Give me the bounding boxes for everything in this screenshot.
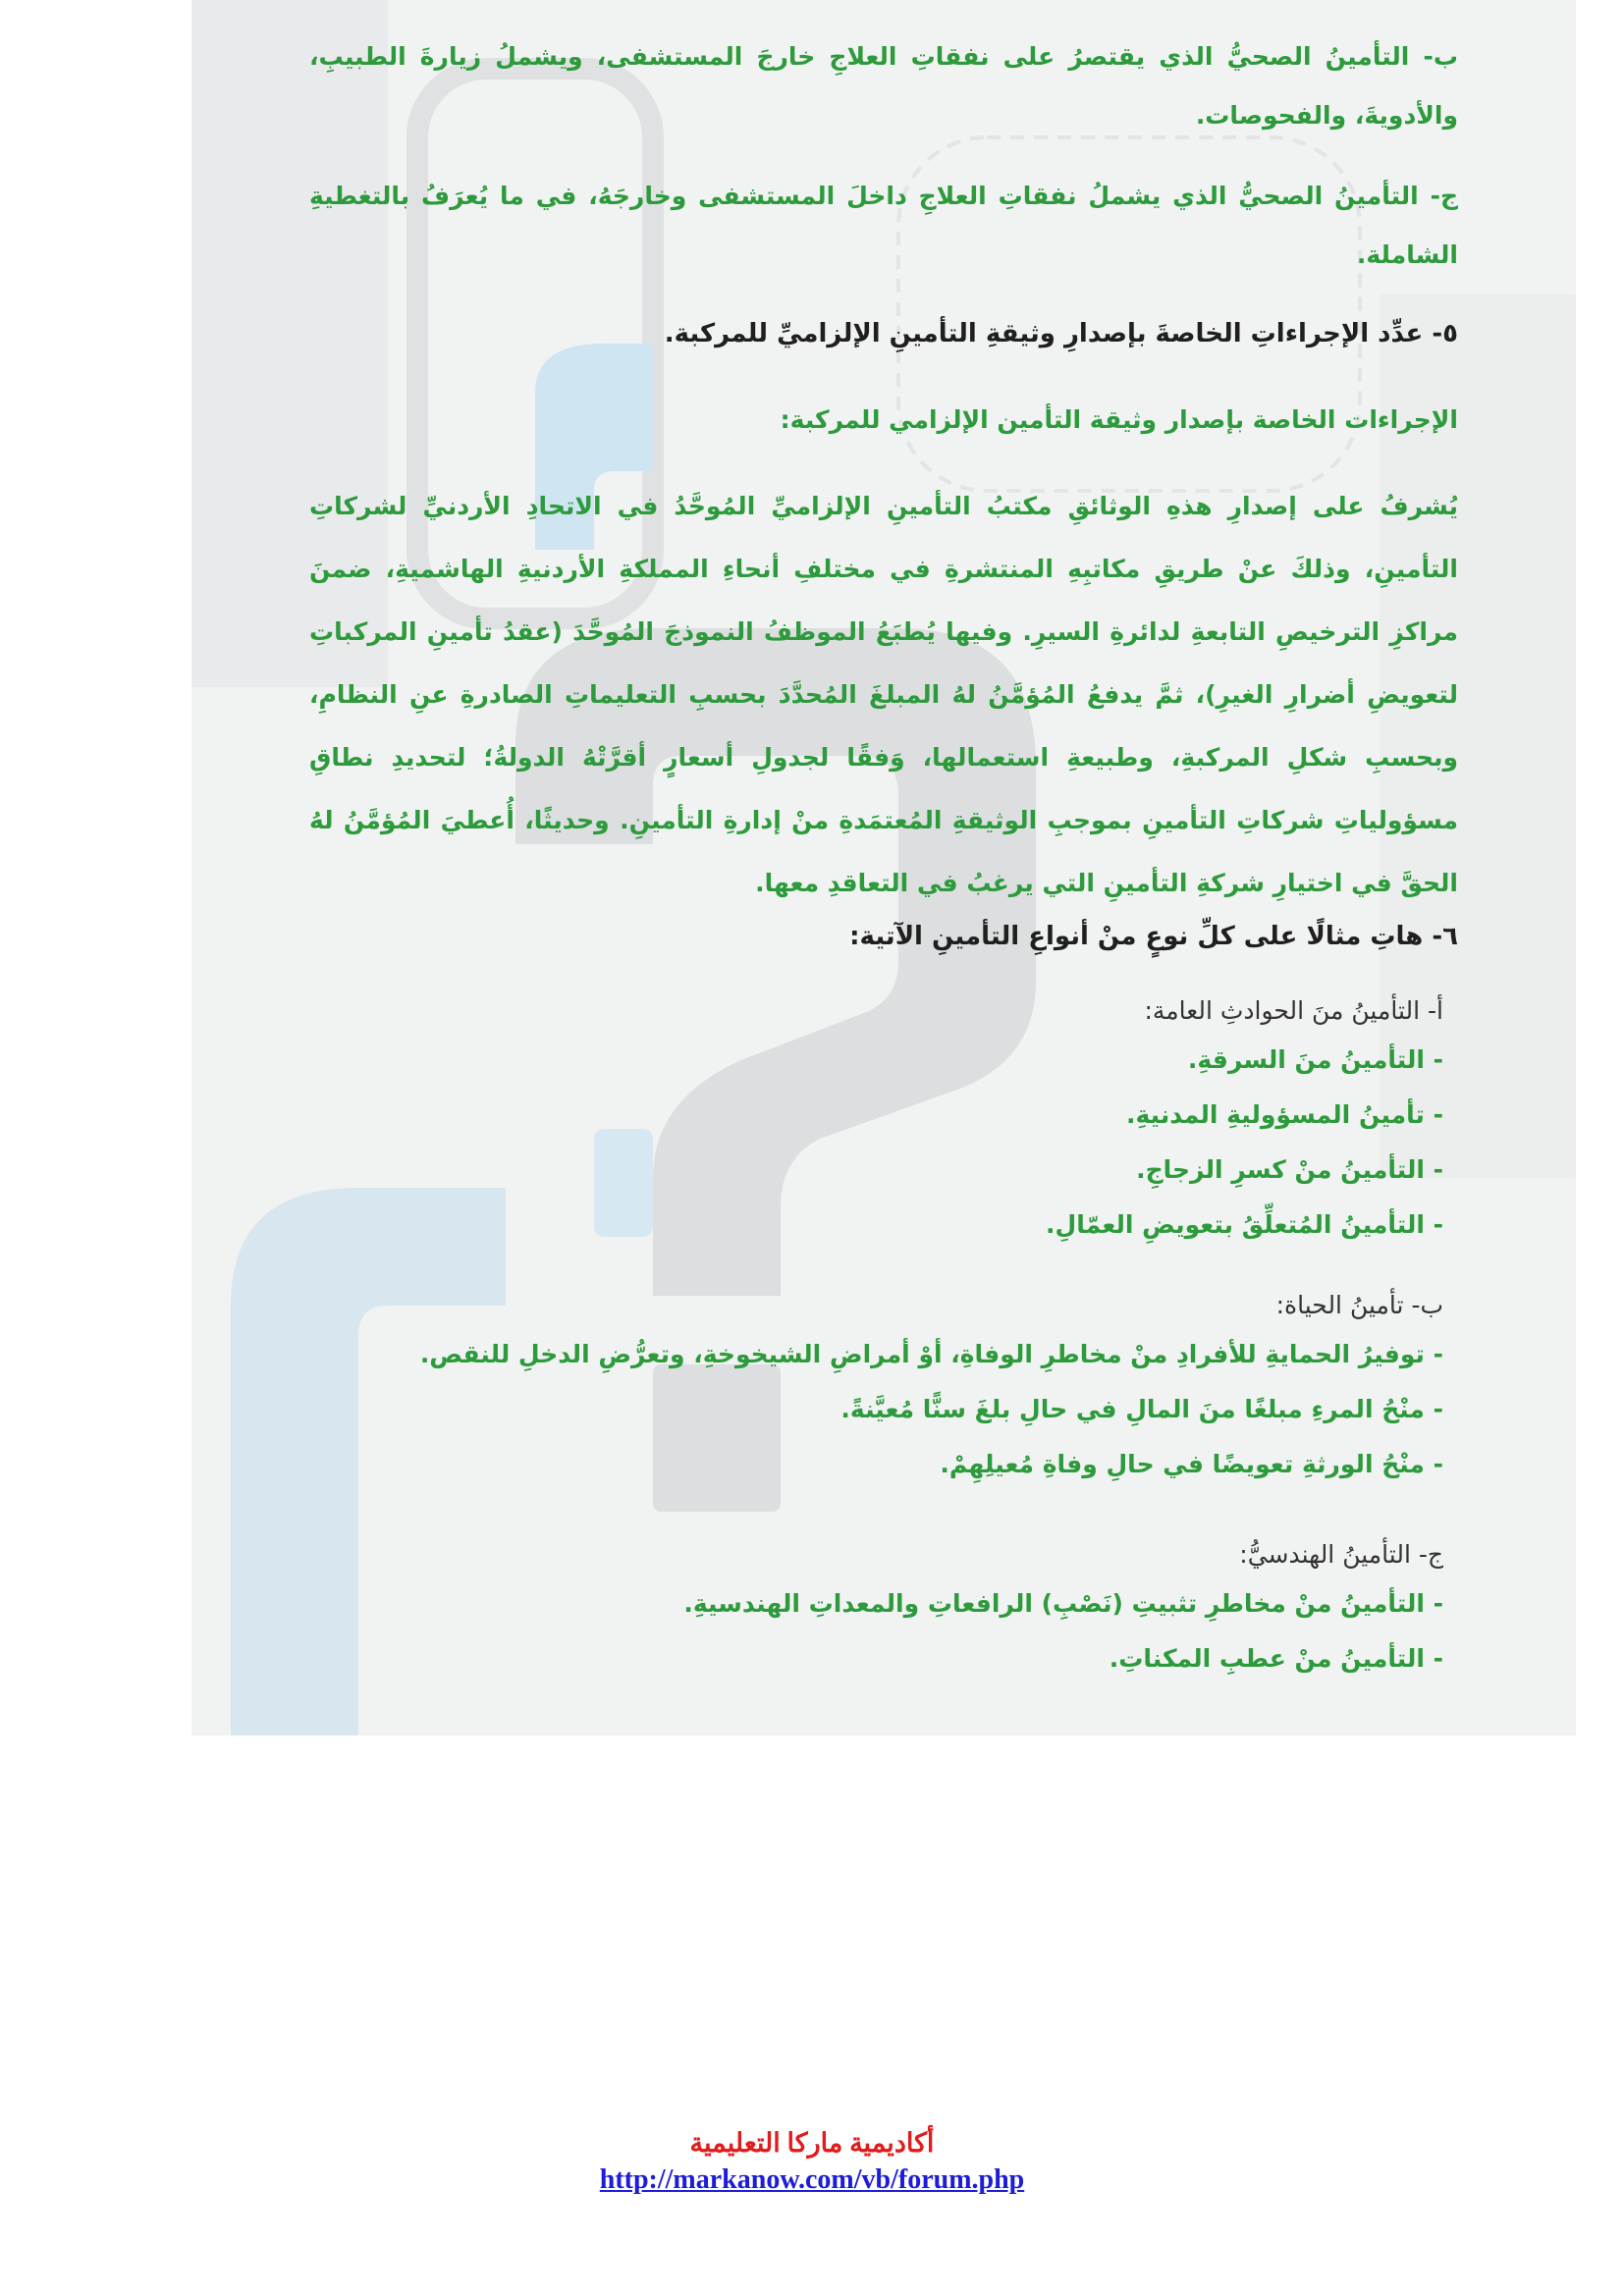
part-c-heading: ج- التأمينُ الهندسيُّ: [1239, 1540, 1443, 1569]
list-item: - توفيرُ الحمايةِ للأفرادِ منْ مخاطرِ الوفاةِ، أوْ أمراضِ الشيخوخةِ، وتعرُّضِ الدخلِ للنقص. [419, 1340, 1443, 1368]
part-c-list [309, 1576, 1443, 1686]
list-item: - منْحُ الورثةِ تعويضًا في حالِ وفاةِ مُعيلِهِمْ. [940, 1450, 1443, 1478]
part-a-list [309, 1033, 1443, 1253]
academy-name: أكاديمية ماركا التعليمية [689, 2128, 935, 2158]
list-item: - تأمينُ المسؤوليةِ المدنيةِ. [1126, 1100, 1443, 1129]
part-a-heading: أ- التأمينُ منَ الحوادثِ العامة: [1144, 996, 1443, 1025]
list-item: - التأمينُ منَ السرقةِ. [1187, 1045, 1443, 1074]
list-item: - التأمينُ منْ كسرِ الزجاجِ. [1136, 1155, 1443, 1184]
section4-option-c: ج- التأمينُ الصحيُّ الذي يشملُ نفقاتِ العلاجِ داخلَ المستشفى وخارجَهُ، في ما يُعرَفُ بالتغطيةِ الشاملة. [309, 182, 1458, 269]
question6-part-c [309, 1533, 1443, 1686]
list-item: - منْحُ المرءِ مبلغًا منَ المالِ في حالِ بلغَ سنًّا مُعيَّنةً. [840, 1395, 1443, 1423]
part-b-list [309, 1327, 1443, 1492]
question6-part-a [309, 989, 1443, 1253]
question5-text: ٥- عدِّد الإجراءاتِ الخاصةَ بإصدارِ وثيقةِ التأمينِ الإلزاميِّ للمركبة. [664, 319, 1458, 348]
question5-answer-heading: الإجراءات الخاصة بإصدار وثيقة التأمين الإلزامي للمركبة: [780, 405, 1458, 434]
question5-answer-body: يُشرفُ على إصدارِ هذهِ الوثائقِ مكتبُ التأمينِ الإلزاميِّ المُوحَّدُ في الاتحادِ الأردنيِّ لشركاتِ التأمينِ، وذلكَ عنْ طريقِ مكاتبِهِ المنتشرةِ في مختلفِ أنحاءِ المملكةِ الأردنيةِ الهاشميةِ، ضمنَ مراكزِ الترخيصِ التابعةِ لدائرةِ السيرِ. وفيها يُطبَعُ الموظفُ النموذجَ المُوحَّدَ (عقدُ تأمينِ المركباتِ لتعويضِ أضرارِ الغيرِ)، ثمَّ يدفعُ المُؤمَّنُ لهُ المبلغَ المُحدَّدَ بحسبِ التعليماتِ الصادرةِ عنِ النظامِ، وبحسبِ شكلِ المركبةِ، وطبيعةِ استعمالها، وَفقًا لجدولِ أسعارٍ أقرَّتْهُ الدولةُ؛ لتحديدِ نطاقِ مسؤولياتِ شركاتِ التأمينِ بموجبِ الوثيقةِ المُعتمَدةِ منْ إدارةِ التأمينِ. وحديثًا، أُعطيَ المُؤمَّنُ لهُ الحقَّ في اختيارِ شركةِ التأمينِ التي يرغبُ في التعاقدِ معها. [309, 492, 1458, 897]
question6-text: ٦- هاتِ مثالًا على كلِّ نوعٍ منْ أنواعِ التأمينِ الآتية: [849, 922, 1458, 951]
part-b-heading: ب- تأمينُ الحياة: [1275, 1291, 1443, 1319]
list-item: - التأمينُ منْ عطبِ المكناتِ. [1109, 1644, 1443, 1673]
section4-option-b: ب- التأمينُ الصحيُّ الذي يقتصرُ على نفقاتِ العلاجِ خارجَ المستشفى، ويشملُ زيارةَ الطبيبِ، والأدويةَ، والفحوصات. [309, 42, 1458, 130]
question6-part-b [309, 1284, 1443, 1492]
list-item: - التأمينُ المُتعلِّقُ بتعويضِ العمّالِ. [1046, 1210, 1443, 1239]
list-item: - التأمينُ منْ مخاطرِ تثبيتِ (نَصْبِ) الرافعاتِ والمعداتِ الهندسيةِ. [683, 1589, 1443, 1618]
forum-link[interactable]: http://markanow.com/vb/forum.php [599, 2164, 1025, 2195]
page-footer [0, 2125, 1624, 2200]
